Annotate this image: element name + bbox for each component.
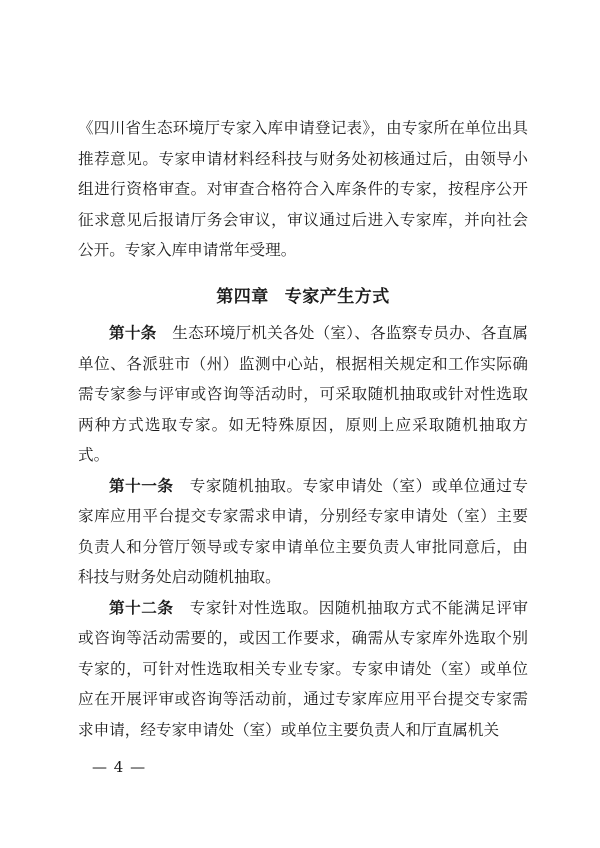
article-text: 生态环境厅机关各处（室）、各监察专员办、各直属单位、各派驻市（州）监测中心站，根据相关规定和工作实际确需专家参与评审或咨询等活动时，可采取随机抽取或针对性选取两种方式选取专家。如无特殊原因，原则上应采取随机抽取方式。 <box>78 324 528 464</box>
article-text: 专家随机抽取。专家申请处（室）或单位通过专家库应用平台提交专家需求申请，分别经专家申请处（室）主要负责人和分管厅领导或专家申请单位主要负责人审批同意后，由科技与财务处启动随机抽取。 <box>78 476 528 586</box>
article-text: 专家针对性选取。因随机抽取方式不能满足评审或咨询等活动需要的，或因工作要求，确需从专家库外选取个别专家的，可针对性选取相关专业专家。专家申请处（室）或单位应在开展评审或咨询等活动前，通过专家库应用平台提交专家需求申请，经专家申请处（室）或单位主要负责人和厅直属机关 <box>78 598 528 739</box>
chapter-heading <box>78 282 528 313</box>
article-11 <box>78 471 528 593</box>
intro-paragraph: 《四川省生态环境厅专家入库申请登记表》，由专家所在单位出具推荐意见。专家申请材料经科技与财务处初核通过后，由领导小组进行资格审查。对审查合格符合入库条件的专家，按程序公开征求意见后报请厅务会审议，审议通过后进入专家库，并向社会公开。专家入库申请常年受理。 <box>78 119 528 259</box>
article-label: 第十二条 <box>109 598 174 617</box>
article-label: 第十条 <box>109 324 157 342</box>
article-10 <box>78 318 528 471</box>
page-number: — 4 — <box>92 758 147 776</box>
article-label: 第十一条 <box>109 476 174 495</box>
article-12 <box>78 593 528 746</box>
chapter-number: 第四章 <box>216 286 269 307</box>
page-body <box>78 113 528 745</box>
chapter-title: 专家产生方式 <box>284 286 390 307</box>
